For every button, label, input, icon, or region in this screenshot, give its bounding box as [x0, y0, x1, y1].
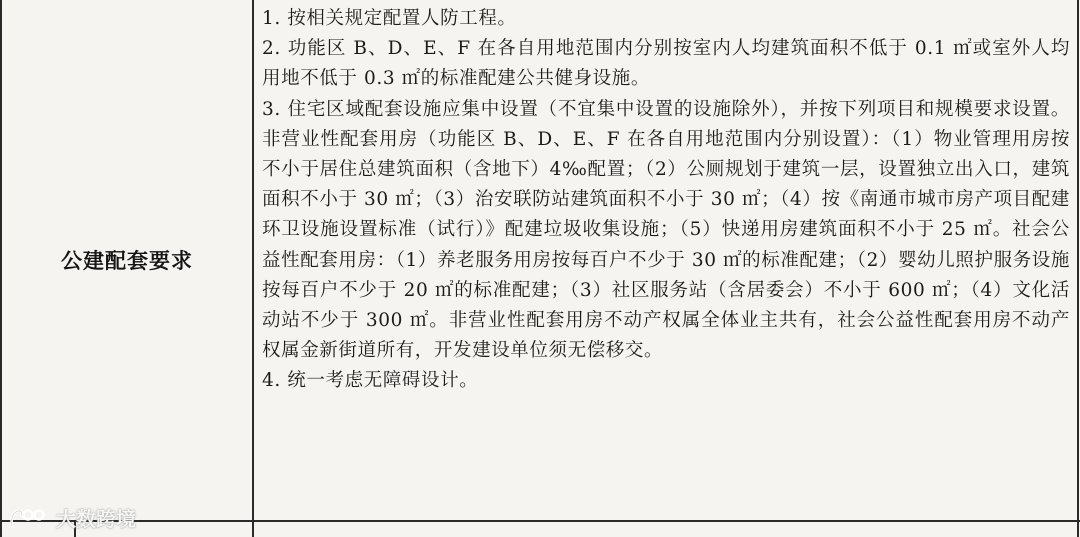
logo-icon: [8, 506, 52, 530]
row-label: 公建配套要求: [61, 249, 193, 273]
watermark-text: 大数跨境: [56, 507, 136, 531]
requirement-item: 1. 按相关规定配置人防工程。: [262, 8, 517, 29]
table-label-cell: [2, 0, 252, 520]
table-border-right: [1077, 0, 1079, 537]
table-column-divider: [252, 0, 254, 537]
requirement-item: 3. 住宅区域配套设施应集中设置（不宜集中设置的设施除外），并按下列项目和规模要求设置。非营业性配套用房（功能区 B、D、E、F 在各自用地范围内分别设置）：（1）物业管理用房按不小于居住总建筑面积（含地下）4‰配置；（2）公厕规划于建筑一层，设置独立出入口，建筑面积不小于 30 ㎡；（3）治安联防站建筑面积不小于 30 ㎡；（4）按《南通市城市房产项目配建环卫设施设置标准（试行）》配建垃圾收集设施；（5）快递用房建筑面积不小于 25 ㎡。社会公益性配套用房：（1）养老服务用房按每百户不少于 30 ㎡的标准配建；（2）婴幼儿照护服务设施按每百户不少于 20 ㎡的标准配建；（3）社区服务站（含居委会）不小于 600 ㎡；（4）文化活动站不少于 300 ㎡。非营业性配套用房不动产权属全体业主共有，社会公益性配套用房不动产权属金新街道所有，开发建设单位须无偿移交。: [262, 98, 1070, 362]
requirement-item: 2. 功能区 B、D、E、F 在各自用地范围内分别按室内人均建筑面积不低于 0.1 ㎡或室外人均用地不低于 0.3 ㎡的标准配建公共健身设施。: [262, 38, 1070, 90]
requirement-item: 4. 统一考虑无障碍设计。: [262, 370, 479, 392]
table-row-divider: [0, 520, 1080, 522]
table-content-cell: [262, 4, 1070, 397]
watermark: [8, 503, 136, 532]
